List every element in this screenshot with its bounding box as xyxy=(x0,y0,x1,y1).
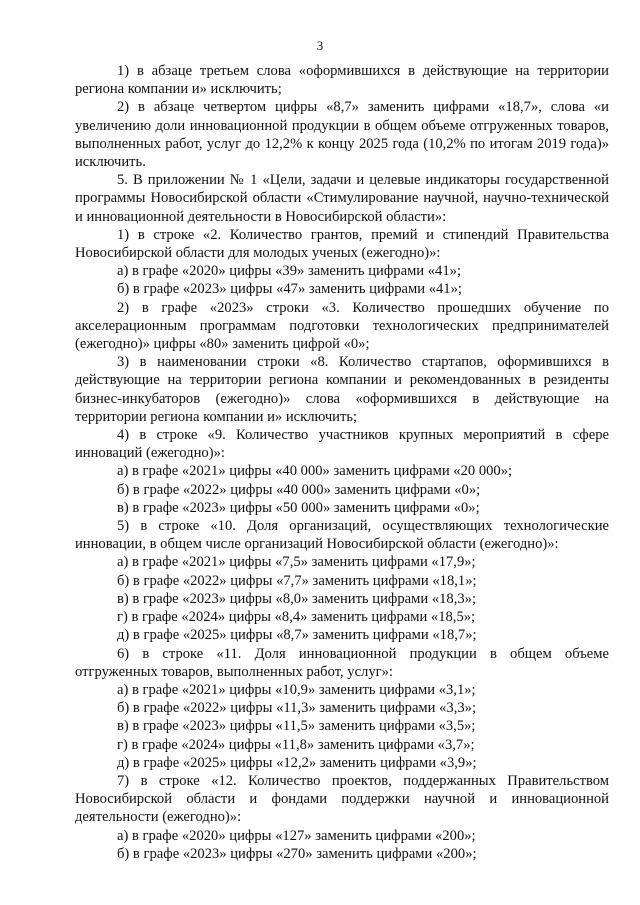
paragraph-11: б) в графе «2022» цифры «40 000» заменить цифрами «0»; xyxy=(117,481,481,498)
page-number: 3 xyxy=(316,38,324,53)
paragraph-19: 6) в строке «11. Доля инновационной продукции в общем объеме отгруженных товаров, выполненных работ, услуг»: xyxy=(75,645,609,680)
paragraph-4: 1) в строке «2. Количество грантов, премий и стипендий Правительства Новосибирской области для молодых ученых (ежегодно)»: xyxy=(75,226,609,262)
paragraph-24: д) в графе «2025» цифры «12,2» заменить цифрами «3,9»; xyxy=(117,754,477,771)
paragraph-13: 5) в строке «10. Доля организаций, осуществляющих технологические инновации, в общем числе организаций Новосибирской области (ежегодно)»: xyxy=(75,518,609,553)
paragraph-9: 4) в строке «9. Количество участников крупных мероприятий в сфере инноваций (ежегодно)»: xyxy=(75,427,609,462)
paragraph-12: в) в графе «2023» цифры «50 000» заменить цифрами «0»; xyxy=(117,499,480,516)
paragraph-22: в) в графе «2023» цифры «11,5» заменить цифрами «3,5»; xyxy=(117,718,476,735)
paragraph-16: в) в графе «2023» цифры «8,0» заменить цифрами «18,3»; xyxy=(117,590,477,607)
paragraph-2: 2) в абзаце четвертом цифры «8,7» заменить цифрами «18,7», слова «и увеличению доли инновационной продукции в общем объеме отгруженных товаров, выполненных работ, услуг до 12,2% к концу 2025 года (10,2% по итогам 2019 года)» исключить. xyxy=(75,99,609,171)
paragraph-7: 2) в графе «2023» строки «3. Количество прошедших обучение по акселерационным программам подготовки технологических предпринимателей (ежегодно)» цифры «80» заменить цифрой «0»; xyxy=(75,299,609,353)
paragraph-10: а) в графе «2021» цифры «40 000» заменить цифрами «20 000»; xyxy=(117,463,513,480)
paragraph-14: а) в графе «2021» цифры «7,5» заменить цифрами «17,9»; xyxy=(117,554,476,571)
document-body xyxy=(75,62,609,863)
paragraph-18: д) в графе «2025» цифры «8,7» заменить цифрами «18,7»; xyxy=(117,627,477,644)
paragraph-3: 5. В приложении № 1 «Цели, задачи и целевые индикаторы государственной программы Новосибирской области «Стимулирование научной, научно-технической и инновационной деятельности в Новосибирской области»: xyxy=(75,172,609,225)
paragraph-6: б) в графе «2023» цифры «47» заменить цифрами «41»; xyxy=(117,281,462,298)
paragraph-23: г) в графе «2024» цифры «11,8» заменить цифрами «3,7»; xyxy=(117,736,475,753)
paragraph-25: 7) в строке «12. Количество проектов, поддержанных Правительством Новосибирской области и фондами поддержки научной и инновационной деятельности (ежегодно)»: xyxy=(75,772,609,826)
paragraph-26: а) в графе «2020» цифры «127» заменить цифрами «200»; xyxy=(117,827,476,844)
paragraph-5: а) в графе «2020» цифры «39» заменить цифрами «41»; xyxy=(117,263,462,280)
paragraph-1: 1) в абзаце третьем слова «оформившихся в действующие на территории региона компании и» исключить; xyxy=(75,63,609,98)
paragraph-27: б) в графе «2023» цифры «270» заменить цифрами «200»; xyxy=(117,845,477,862)
paragraph-15: б) в графе «2022» цифры «7,7» заменить цифрами «18,1»; xyxy=(117,572,477,589)
paragraph-8: 3) в наименовании строки «8. Количество стартапов, оформившихся в действующие на территории региона компании и рекомендованных в резиденты бизнес-инкубаторов (ежегодно)» слова «оформившихся в действующие на территории региона компании и» исключить; xyxy=(75,354,609,425)
paragraph-21: б) в графе «2022» цифры «11,3» заменить цифрами «3,3»; xyxy=(117,700,477,717)
paragraph-17: г) в графе «2024» цифры «8,4» заменить цифрами «18,5»; xyxy=(117,609,476,626)
paragraph-20: а) в графе «2021» цифры «10,9» заменить цифрами «3,1»; xyxy=(117,681,476,698)
